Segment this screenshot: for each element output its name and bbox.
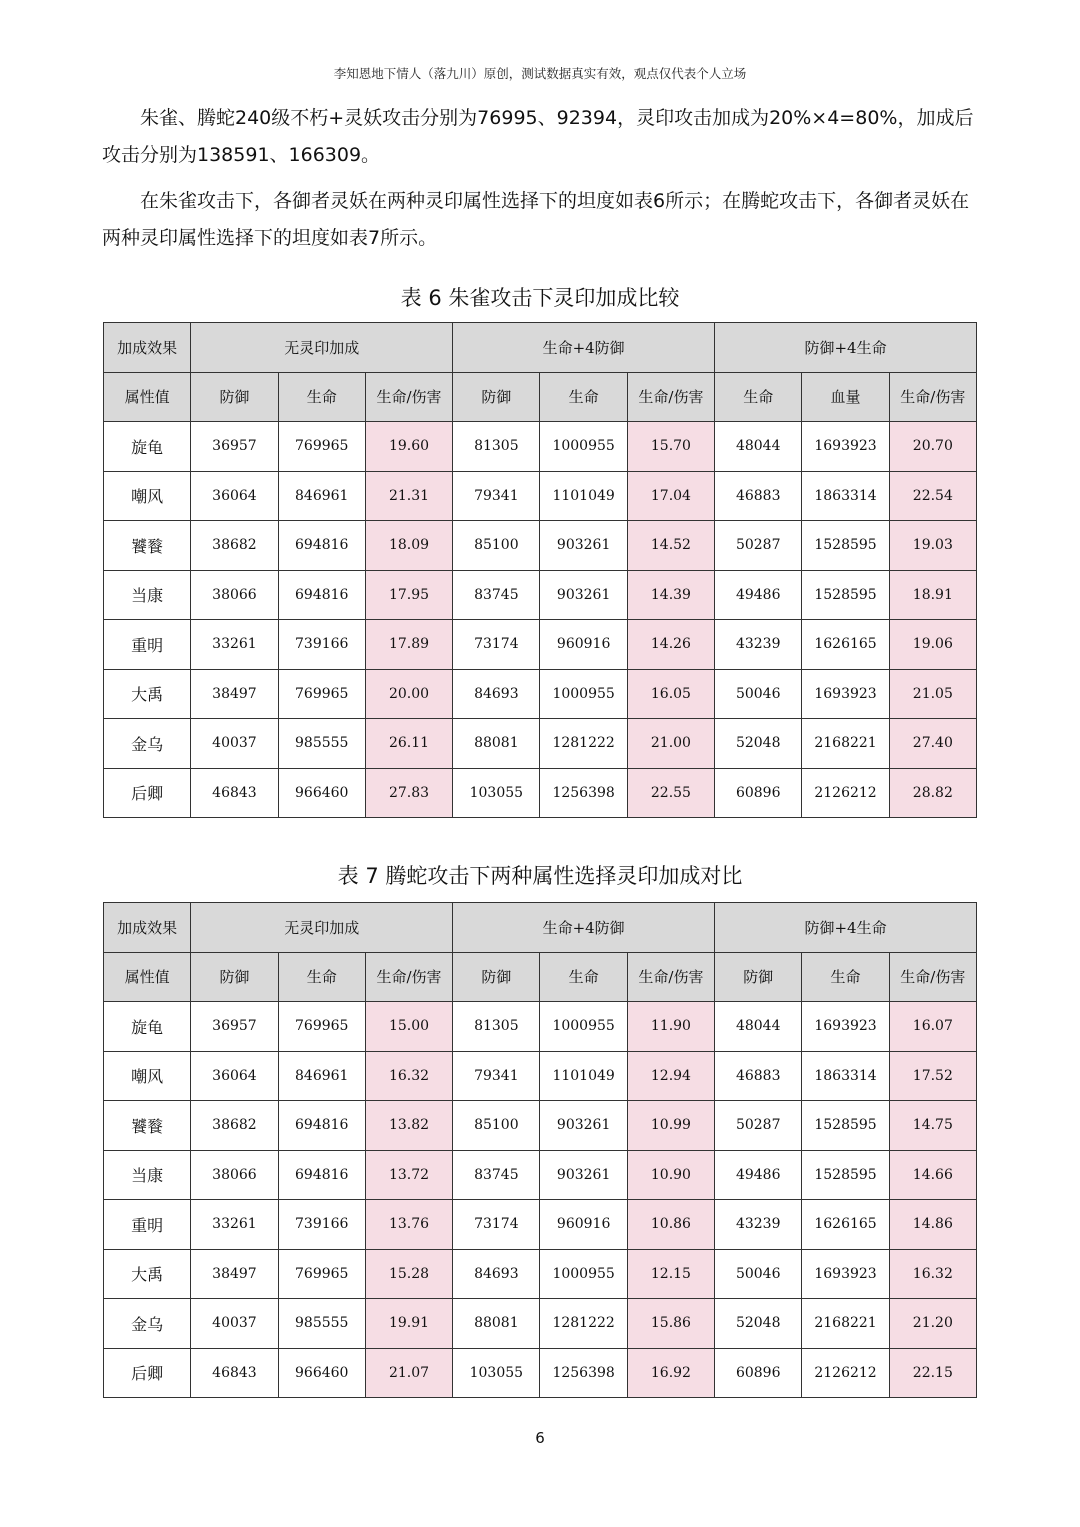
table-cell: 17.04 (627, 471, 714, 521)
column-header-cell: 生命/伤害 (627, 952, 714, 1002)
group-header-cell: 无灵印加成 (191, 903, 453, 953)
table-cell: 79341 (453, 1051, 540, 1101)
table-cell: 1626165 (802, 620, 889, 670)
table-cell: 50287 (715, 521, 802, 571)
table-7-caption: 表 7 腾蛇攻击下两种属性选择灵印加成对比 (337, 864, 743, 888)
table-cell: 14.52 (627, 521, 714, 571)
table-cell: 49486 (715, 1150, 802, 1200)
table-cell: 21.31 (365, 471, 452, 521)
row-label-cell: 后卿 (104, 1348, 191, 1398)
group-header-cell: 加成效果 (104, 903, 191, 953)
table-cell: 18.09 (365, 521, 452, 571)
table-cell: 14.66 (889, 1150, 976, 1200)
column-header-cell: 生命 (278, 372, 365, 422)
sub-header-row (104, 372, 977, 422)
sub-header-row (104, 952, 977, 1002)
table-cell: 33261 (191, 620, 278, 670)
row-label-cell: 金乌 (104, 719, 191, 769)
table-6-caption: 表 6 朱雀攻击下灵印加成比较 (400, 286, 680, 310)
table-cell: 2126212 (802, 1348, 889, 1398)
page-header: 李知恩地下情人（落九川）原创，测试数据真实有效，观点仅代表个人立场 (333, 66, 747, 81)
column-header-cell: 属性值 (104, 952, 191, 1002)
table-row (104, 471, 977, 521)
table-cell: 16.32 (365, 1051, 452, 1101)
table-cell: 52048 (715, 719, 802, 769)
column-header-cell: 防御 (191, 372, 278, 422)
table-cell: 36957 (191, 1002, 278, 1052)
table-cell: 1281222 (540, 1299, 627, 1349)
table-cell: 27.83 (365, 768, 452, 818)
table-row (104, 521, 977, 571)
table-cell: 15.86 (627, 1299, 714, 1349)
table-cell: 2126212 (802, 768, 889, 818)
table-cell: 15.70 (627, 422, 714, 472)
row-label-cell: 大禹 (104, 1249, 191, 1299)
table-cell: 16.92 (627, 1348, 714, 1398)
table-cell: 81305 (453, 422, 540, 472)
group-header-cell: 加成效果 (104, 323, 191, 373)
table-cell: 16.32 (889, 1249, 976, 1299)
table-cell: 79341 (453, 471, 540, 521)
table-cell: 50046 (715, 1249, 802, 1299)
group-header-cell: 防御+4生命 (715, 903, 977, 953)
table-cell: 2168221 (802, 719, 889, 769)
table-cell: 966460 (278, 768, 365, 818)
table-cell: 846961 (278, 471, 365, 521)
table-cell: 739166 (278, 1200, 365, 1250)
table-cell: 38497 (191, 669, 278, 719)
table-cell: 903261 (540, 1101, 627, 1151)
table-cell: 1863314 (802, 1051, 889, 1101)
table-cell: 22.15 (889, 1348, 976, 1398)
group-header-cell: 生命+4防御 (453, 323, 715, 373)
table-cell: 903261 (540, 521, 627, 571)
table-cell: 1256398 (540, 1348, 627, 1398)
group-header-cell: 生命+4防御 (453, 903, 715, 953)
table-row (104, 620, 977, 670)
table-cell: 694816 (278, 521, 365, 571)
table-cell: 88081 (453, 1299, 540, 1349)
table-cell: 19.91 (365, 1299, 452, 1349)
table-7 (103, 902, 977, 1398)
table-cell: 1528595 (802, 570, 889, 620)
row-label-cell: 金乌 (104, 1299, 191, 1349)
table-cell: 1528595 (802, 1101, 889, 1151)
column-header-cell: 生命 (540, 372, 627, 422)
table-cell: 694816 (278, 570, 365, 620)
table-cell: 36064 (191, 471, 278, 521)
table-cell: 15.00 (365, 1002, 452, 1052)
table-cell: 46843 (191, 1348, 278, 1398)
table-cell: 1101049 (540, 471, 627, 521)
table-cell: 48044 (715, 422, 802, 472)
table-cell: 846961 (278, 1051, 365, 1101)
table-cell: 960916 (540, 1200, 627, 1250)
table-cell: 19.06 (889, 620, 976, 670)
row-label-cell: 旋龟 (104, 1002, 191, 1052)
table-cell: 60896 (715, 768, 802, 818)
table-cell: 38066 (191, 1150, 278, 1200)
column-header-cell: 属性值 (104, 372, 191, 422)
table-cell: 40037 (191, 1299, 278, 1349)
table-cell: 903261 (540, 1150, 627, 1200)
table-cell: 1693923 (802, 1002, 889, 1052)
table-cell: 739166 (278, 620, 365, 670)
table-row (104, 570, 977, 620)
table-cell: 1693923 (802, 422, 889, 472)
table-cell: 21.20 (889, 1299, 976, 1349)
table-cell: 22.54 (889, 471, 976, 521)
group-header-cell: 防御+4生命 (715, 323, 977, 373)
table-cell: 966460 (278, 1348, 365, 1398)
table-cell: 20.70 (889, 422, 976, 472)
table-cell: 84693 (453, 1249, 540, 1299)
column-header-cell: 生命/伤害 (365, 372, 452, 422)
table-cell: 10.99 (627, 1101, 714, 1151)
table-row (104, 1150, 977, 1200)
table-row (104, 1051, 977, 1101)
table-cell: 26.11 (365, 719, 452, 769)
table-cell: 16.05 (627, 669, 714, 719)
table-cell: 27.40 (889, 719, 976, 769)
table-cell: 50046 (715, 669, 802, 719)
column-header-cell: 防御 (191, 952, 278, 1002)
table-cell: 46883 (715, 471, 802, 521)
table-row (104, 669, 977, 719)
table-cell: 20.00 (365, 669, 452, 719)
table-row (104, 1101, 977, 1151)
table-cell: 12.94 (627, 1051, 714, 1101)
table-cell: 103055 (453, 1348, 540, 1398)
column-header-cell: 生命/伤害 (889, 372, 976, 422)
table-cell: 38682 (191, 521, 278, 571)
table-cell: 38497 (191, 1249, 278, 1299)
table-cell: 85100 (453, 1101, 540, 1151)
row-label-cell: 嘲风 (104, 471, 191, 521)
table-cell: 769965 (278, 1249, 365, 1299)
table-cell: 15.28 (365, 1249, 452, 1299)
table-cell: 1528595 (802, 1150, 889, 1200)
table-cell: 769965 (278, 422, 365, 472)
column-header-cell: 防御 (453, 372, 540, 422)
table-cell: 1000955 (540, 422, 627, 472)
row-label-cell: 饕餮 (104, 1101, 191, 1151)
table-cell: 10.86 (627, 1200, 714, 1250)
table-cell: 14.26 (627, 620, 714, 670)
group-header-row (104, 903, 977, 953)
table-cell: 985555 (278, 719, 365, 769)
table-cell: 1693923 (802, 669, 889, 719)
table-cell: 28.82 (889, 768, 976, 818)
table-cell: 103055 (453, 768, 540, 818)
table-cell: 40037 (191, 719, 278, 769)
table-cell: 17.52 (889, 1051, 976, 1101)
column-header-cell: 血量 (802, 372, 889, 422)
column-header-cell: 生命 (802, 952, 889, 1002)
table-cell: 43239 (715, 620, 802, 670)
table-row (104, 719, 977, 769)
row-label-cell: 嘲风 (104, 1051, 191, 1101)
page-number: 6 (535, 1429, 545, 1447)
table-cell: 88081 (453, 719, 540, 769)
row-label-cell: 旋龟 (104, 422, 191, 472)
table-cell: 84693 (453, 669, 540, 719)
table-cell: 1000955 (540, 669, 627, 719)
table-cell: 10.90 (627, 1150, 714, 1200)
table-row (104, 1299, 977, 1349)
row-label-cell: 饕餮 (104, 521, 191, 571)
table-6 (103, 322, 977, 818)
table-cell: 17.89 (365, 620, 452, 670)
table-cell: 1000955 (540, 1249, 627, 1299)
table-cell: 769965 (278, 669, 365, 719)
table-cell: 83745 (453, 570, 540, 620)
table-cell: 18.91 (889, 570, 976, 620)
table-cell: 1863314 (802, 471, 889, 521)
table-cell: 73174 (453, 620, 540, 670)
table-cell: 1000955 (540, 1002, 627, 1052)
table-cell: 83745 (453, 1150, 540, 1200)
table-cell: 52048 (715, 1299, 802, 1349)
column-header-cell: 生命/伤害 (627, 372, 714, 422)
table-cell: 38682 (191, 1101, 278, 1151)
table-cell: 19.60 (365, 422, 452, 472)
table-cell: 38066 (191, 570, 278, 620)
row-label-cell: 大禹 (104, 669, 191, 719)
table-cell: 11.90 (627, 1002, 714, 1052)
table-row (104, 422, 977, 472)
table-row (104, 1002, 977, 1052)
column-header-cell: 生命 (540, 952, 627, 1002)
table-cell: 1101049 (540, 1051, 627, 1101)
table-cell: 14.39 (627, 570, 714, 620)
table-cell: 50287 (715, 1101, 802, 1151)
group-header-row (104, 323, 977, 373)
table-cell: 1281222 (540, 719, 627, 769)
table-cell: 694816 (278, 1101, 365, 1151)
row-label-cell: 后卿 (104, 768, 191, 818)
row-label-cell: 重明 (104, 1200, 191, 1250)
table-cell: 769965 (278, 1002, 365, 1052)
row-label-cell: 重明 (104, 620, 191, 670)
table-cell: 60896 (715, 1348, 802, 1398)
table-cell: 985555 (278, 1299, 365, 1349)
table-cell: 21.00 (627, 719, 714, 769)
table-cell: 85100 (453, 521, 540, 571)
column-header-cell: 生命 (715, 372, 802, 422)
column-header-cell: 防御 (715, 952, 802, 1002)
table-cell: 17.95 (365, 570, 452, 620)
table-cell: 33261 (191, 1200, 278, 1250)
table-cell: 21.07 (365, 1348, 452, 1398)
table-cell: 49486 (715, 570, 802, 620)
table-cell: 19.03 (889, 521, 976, 571)
table-cell: 36064 (191, 1051, 278, 1101)
table-cell: 43239 (715, 1200, 802, 1250)
row-label-cell: 当康 (104, 570, 191, 620)
row-label-cell: 当康 (104, 1150, 191, 1200)
table-cell: 16.07 (889, 1002, 976, 1052)
table-cell: 14.86 (889, 1200, 976, 1250)
paragraph-attack-values: 朱雀、腾蛇240级不朽+灵妖攻击分别为76995、92394，灵印攻击加成为20%×4=80%，加成后攻击分别为138591、166309。 (102, 107, 974, 166)
table-cell: 903261 (540, 570, 627, 620)
table-row (104, 1249, 977, 1299)
table-cell: 13.72 (365, 1150, 452, 1200)
column-header-cell: 生命/伤害 (365, 952, 452, 1002)
table-cell: 73174 (453, 1200, 540, 1250)
table-cell: 13.82 (365, 1101, 452, 1151)
table-cell: 14.75 (889, 1101, 976, 1151)
column-header-cell: 生命/伤害 (889, 952, 976, 1002)
table-cell: 36957 (191, 422, 278, 472)
table-cell: 13.76 (365, 1200, 452, 1250)
group-header-cell: 无灵印加成 (191, 323, 453, 373)
table-cell: 2168221 (802, 1299, 889, 1349)
table-cell: 46883 (715, 1051, 802, 1101)
table-row (104, 1348, 977, 1398)
table-cell: 1693923 (802, 1249, 889, 1299)
table-row (104, 1200, 977, 1250)
table-cell: 46843 (191, 768, 278, 818)
table-cell: 1626165 (802, 1200, 889, 1250)
table-cell: 960916 (540, 620, 627, 670)
table-cell: 22.55 (627, 768, 714, 818)
table-cell: 48044 (715, 1002, 802, 1052)
table-cell: 21.05 (889, 669, 976, 719)
table-cell: 1256398 (540, 768, 627, 818)
column-header-cell: 防御 (453, 952, 540, 1002)
column-header-cell: 生命 (278, 952, 365, 1002)
paragraph-table-intro: 在朱雀攻击下，各御者灵妖在两种灵印属性选择下的坦度如表6所示；在腾蛇攻击下，各御者灵妖在两种灵印属性选择下的坦度如表7所示。 (102, 190, 970, 249)
table-row (104, 768, 977, 818)
table-cell: 12.15 (627, 1249, 714, 1299)
table-cell: 81305 (453, 1002, 540, 1052)
table-cell: 1528595 (802, 521, 889, 571)
table-cell: 694816 (278, 1150, 365, 1200)
